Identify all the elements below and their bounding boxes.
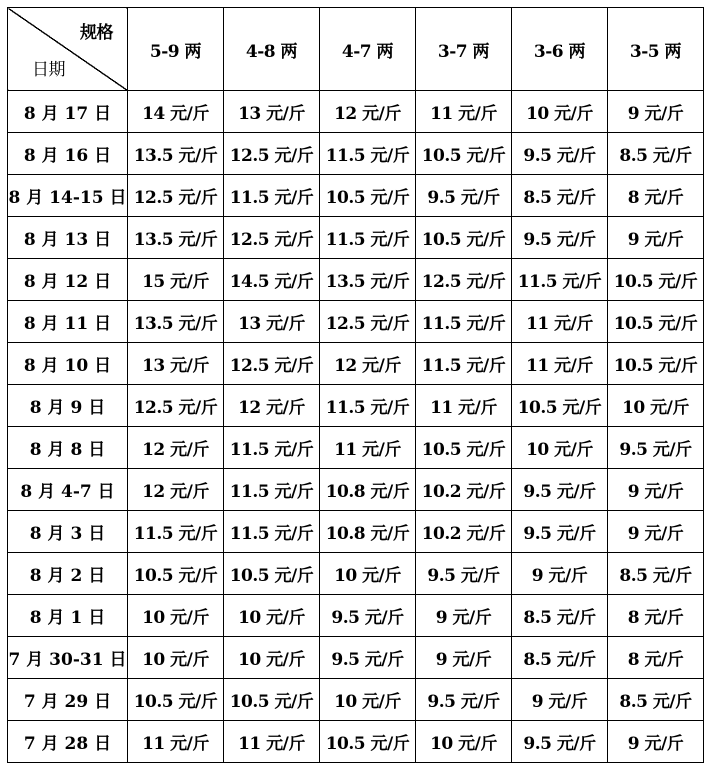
- price-cell: 8 元/斤: [608, 595, 704, 637]
- price-cell: 10.5 元/斤: [128, 553, 224, 595]
- table-row: [8, 595, 704, 637]
- price-cell: 13 元/斤: [224, 301, 320, 343]
- price-cell: 11 元/斤: [128, 721, 224, 763]
- price-cell: 10 元/斤: [320, 679, 416, 721]
- table-row: [8, 469, 704, 511]
- price-cell: 9.5 元/斤: [512, 469, 608, 511]
- price-cell: 8.5 元/斤: [608, 133, 704, 175]
- price-cell: 10.8 元/斤: [320, 469, 416, 511]
- price-cell: 13.5 元/斤: [128, 217, 224, 259]
- price-cell: 9.5 元/斤: [512, 217, 608, 259]
- table-row: [8, 385, 704, 427]
- price-table: [7, 7, 704, 763]
- table-row: [8, 301, 704, 343]
- price-cell: 9 元/斤: [608, 721, 704, 763]
- price-cell: 12 元/斤: [128, 469, 224, 511]
- date-cell: 8 月 12 日: [8, 259, 128, 301]
- table-body: [8, 91, 704, 763]
- table-row: [8, 133, 704, 175]
- price-cell: 9.5 元/斤: [608, 427, 704, 469]
- price-cell: 10.5 元/斤: [224, 679, 320, 721]
- price-cell: 11 元/斤: [416, 91, 512, 133]
- price-cell: 8.5 元/斤: [512, 595, 608, 637]
- price-cell: 10 元/斤: [224, 595, 320, 637]
- corner-header-cell: [8, 8, 128, 91]
- price-cell: 8.5 元/斤: [608, 553, 704, 595]
- price-cell: 11.5 元/斤: [320, 217, 416, 259]
- price-cell: 11.5 元/斤: [224, 427, 320, 469]
- price-cell: 8 元/斤: [608, 175, 704, 217]
- price-cell: 11 元/斤: [320, 427, 416, 469]
- column-header-3-5: 3-5 两: [608, 8, 704, 91]
- price-cell: 12.5 元/斤: [224, 133, 320, 175]
- price-cell: 10.5 元/斤: [224, 553, 320, 595]
- header-row: [8, 8, 704, 91]
- price-cell: 10 元/斤: [320, 553, 416, 595]
- price-cell: 9 元/斤: [512, 679, 608, 721]
- table-row: [8, 343, 704, 385]
- column-header-4-7: 4-7 两: [320, 8, 416, 91]
- price-cell: 10.5 元/斤: [416, 427, 512, 469]
- price-cell: 10 元/斤: [512, 427, 608, 469]
- price-cell: 11.5 元/斤: [128, 511, 224, 553]
- price-cell: 10.2 元/斤: [416, 469, 512, 511]
- price-cell: 9.5 元/斤: [416, 553, 512, 595]
- table-row: [8, 175, 704, 217]
- price-cell: 8.5 元/斤: [608, 679, 704, 721]
- date-cell: 8 月 14-15 日: [8, 175, 128, 217]
- date-cell: 8 月 11 日: [8, 301, 128, 343]
- date-cell: 8 月 1 日: [8, 595, 128, 637]
- corner-spec-label: 规格: [80, 23, 113, 43]
- price-cell: 9 元/斤: [416, 595, 512, 637]
- price-cell: 13 元/斤: [224, 91, 320, 133]
- date-cell: 7 月 30-31 日: [8, 637, 128, 679]
- table-row: [8, 721, 704, 763]
- price-cell: 11.5 元/斤: [224, 511, 320, 553]
- date-cell: 8 月 4-7 日: [8, 469, 128, 511]
- price-cell: 11.5 元/斤: [224, 469, 320, 511]
- price-cell: 9.5 元/斤: [512, 721, 608, 763]
- price-cell: 12.5 元/斤: [416, 259, 512, 301]
- price-cell: 9.5 元/斤: [512, 511, 608, 553]
- price-cell: 14.5 元/斤: [224, 259, 320, 301]
- date-cell: 8 月 13 日: [8, 217, 128, 259]
- price-cell: 9.5 元/斤: [320, 595, 416, 637]
- price-cell: 9.5 元/斤: [512, 133, 608, 175]
- price-cell: 10.5 元/斤: [128, 679, 224, 721]
- table-row: [8, 511, 704, 553]
- price-cell: 12 元/斤: [320, 91, 416, 133]
- date-cell: 8 月 3 日: [8, 511, 128, 553]
- table-row: [8, 217, 704, 259]
- column-header-4-8: 4-8 两: [224, 8, 320, 91]
- price-cell: 13 元/斤: [128, 343, 224, 385]
- date-cell: 7 月 28 日: [8, 721, 128, 763]
- table-row: [8, 91, 704, 133]
- date-cell: 8 月 9 日: [8, 385, 128, 427]
- price-cell: 10.5 元/斤: [608, 259, 704, 301]
- price-cell: 11 元/斤: [512, 343, 608, 385]
- price-cell: 10.5 元/斤: [608, 301, 704, 343]
- column-header-3-6: 3-6 两: [512, 8, 608, 91]
- price-cell: 13.5 元/斤: [128, 301, 224, 343]
- price-cell: 9.5 元/斤: [416, 679, 512, 721]
- table-header: [8, 8, 704, 91]
- date-cell: 8 月 10 日: [8, 343, 128, 385]
- price-cell: 8.5 元/斤: [512, 637, 608, 679]
- price-cell: 8.5 元/斤: [512, 175, 608, 217]
- price-cell: 10 元/斤: [128, 595, 224, 637]
- price-cell: 9 元/斤: [416, 637, 512, 679]
- table-row: [8, 637, 704, 679]
- price-cell: 10.5 元/斤: [416, 217, 512, 259]
- table-row: [8, 679, 704, 721]
- price-cell: 10.5 元/斤: [608, 343, 704, 385]
- corner-date-label: 日期: [32, 60, 65, 80]
- price-cell: 10 元/斤: [128, 637, 224, 679]
- price-cell: 10.2 元/斤: [416, 511, 512, 553]
- price-cell: 11 元/斤: [416, 385, 512, 427]
- column-header-3-7: 3-7 两: [416, 8, 512, 91]
- date-cell: 8 月 16 日: [8, 133, 128, 175]
- date-cell: 8 月 8 日: [8, 427, 128, 469]
- price-cell: 9.5 元/斤: [320, 637, 416, 679]
- price-cell: 12.5 元/斤: [128, 385, 224, 427]
- price-cell: 10 元/斤: [416, 721, 512, 763]
- price-cell: 11 元/斤: [224, 721, 320, 763]
- price-cell: 9 元/斤: [512, 553, 608, 595]
- price-cell: 9 元/斤: [608, 511, 704, 553]
- price-cell: 11.5 元/斤: [416, 343, 512, 385]
- price-cell: 10.5 元/斤: [416, 133, 512, 175]
- price-cell: 10 元/斤: [224, 637, 320, 679]
- price-cell: 12.5 元/斤: [224, 217, 320, 259]
- table-row: [8, 553, 704, 595]
- date-cell: 8 月 2 日: [8, 553, 128, 595]
- price-cell: 11.5 元/斤: [320, 385, 416, 427]
- price-cell: 8 元/斤: [608, 637, 704, 679]
- price-cell: 11.5 元/斤: [224, 175, 320, 217]
- price-cell: 11.5 元/斤: [320, 133, 416, 175]
- price-cell: 12.5 元/斤: [128, 175, 224, 217]
- price-cell: 12.5 元/斤: [224, 343, 320, 385]
- table-row: [8, 427, 704, 469]
- price-cell: 9.5 元/斤: [416, 175, 512, 217]
- price-cell: 10.5 元/斤: [512, 385, 608, 427]
- column-header-5-9: 5-9 两: [128, 8, 224, 91]
- price-cell: 10 元/斤: [512, 91, 608, 133]
- price-cell: 10.5 元/斤: [320, 721, 416, 763]
- price-cell: 15 元/斤: [128, 259, 224, 301]
- table-row: [8, 259, 704, 301]
- date-cell: 7 月 29 日: [8, 679, 128, 721]
- price-cell: 9 元/斤: [608, 469, 704, 511]
- price-cell: 10.5 元/斤: [320, 175, 416, 217]
- price-cell: 9 元/斤: [608, 217, 704, 259]
- price-cell: 9 元/斤: [608, 91, 704, 133]
- price-cell: 11.5 元/斤: [416, 301, 512, 343]
- price-cell: 13.5 元/斤: [128, 133, 224, 175]
- date-cell: 8 月 17 日: [8, 91, 128, 133]
- price-cell: 12 元/斤: [320, 343, 416, 385]
- price-cell: 12 元/斤: [128, 427, 224, 469]
- price-cell: 10.8 元/斤: [320, 511, 416, 553]
- price-cell: 12 元/斤: [224, 385, 320, 427]
- price-cell: 14 元/斤: [128, 91, 224, 133]
- price-cell: 13.5 元/斤: [320, 259, 416, 301]
- price-cell: 10 元/斤: [608, 385, 704, 427]
- price-cell: 11 元/斤: [512, 301, 608, 343]
- price-cell: 12.5 元/斤: [320, 301, 416, 343]
- price-cell: 11.5 元/斤: [512, 259, 608, 301]
